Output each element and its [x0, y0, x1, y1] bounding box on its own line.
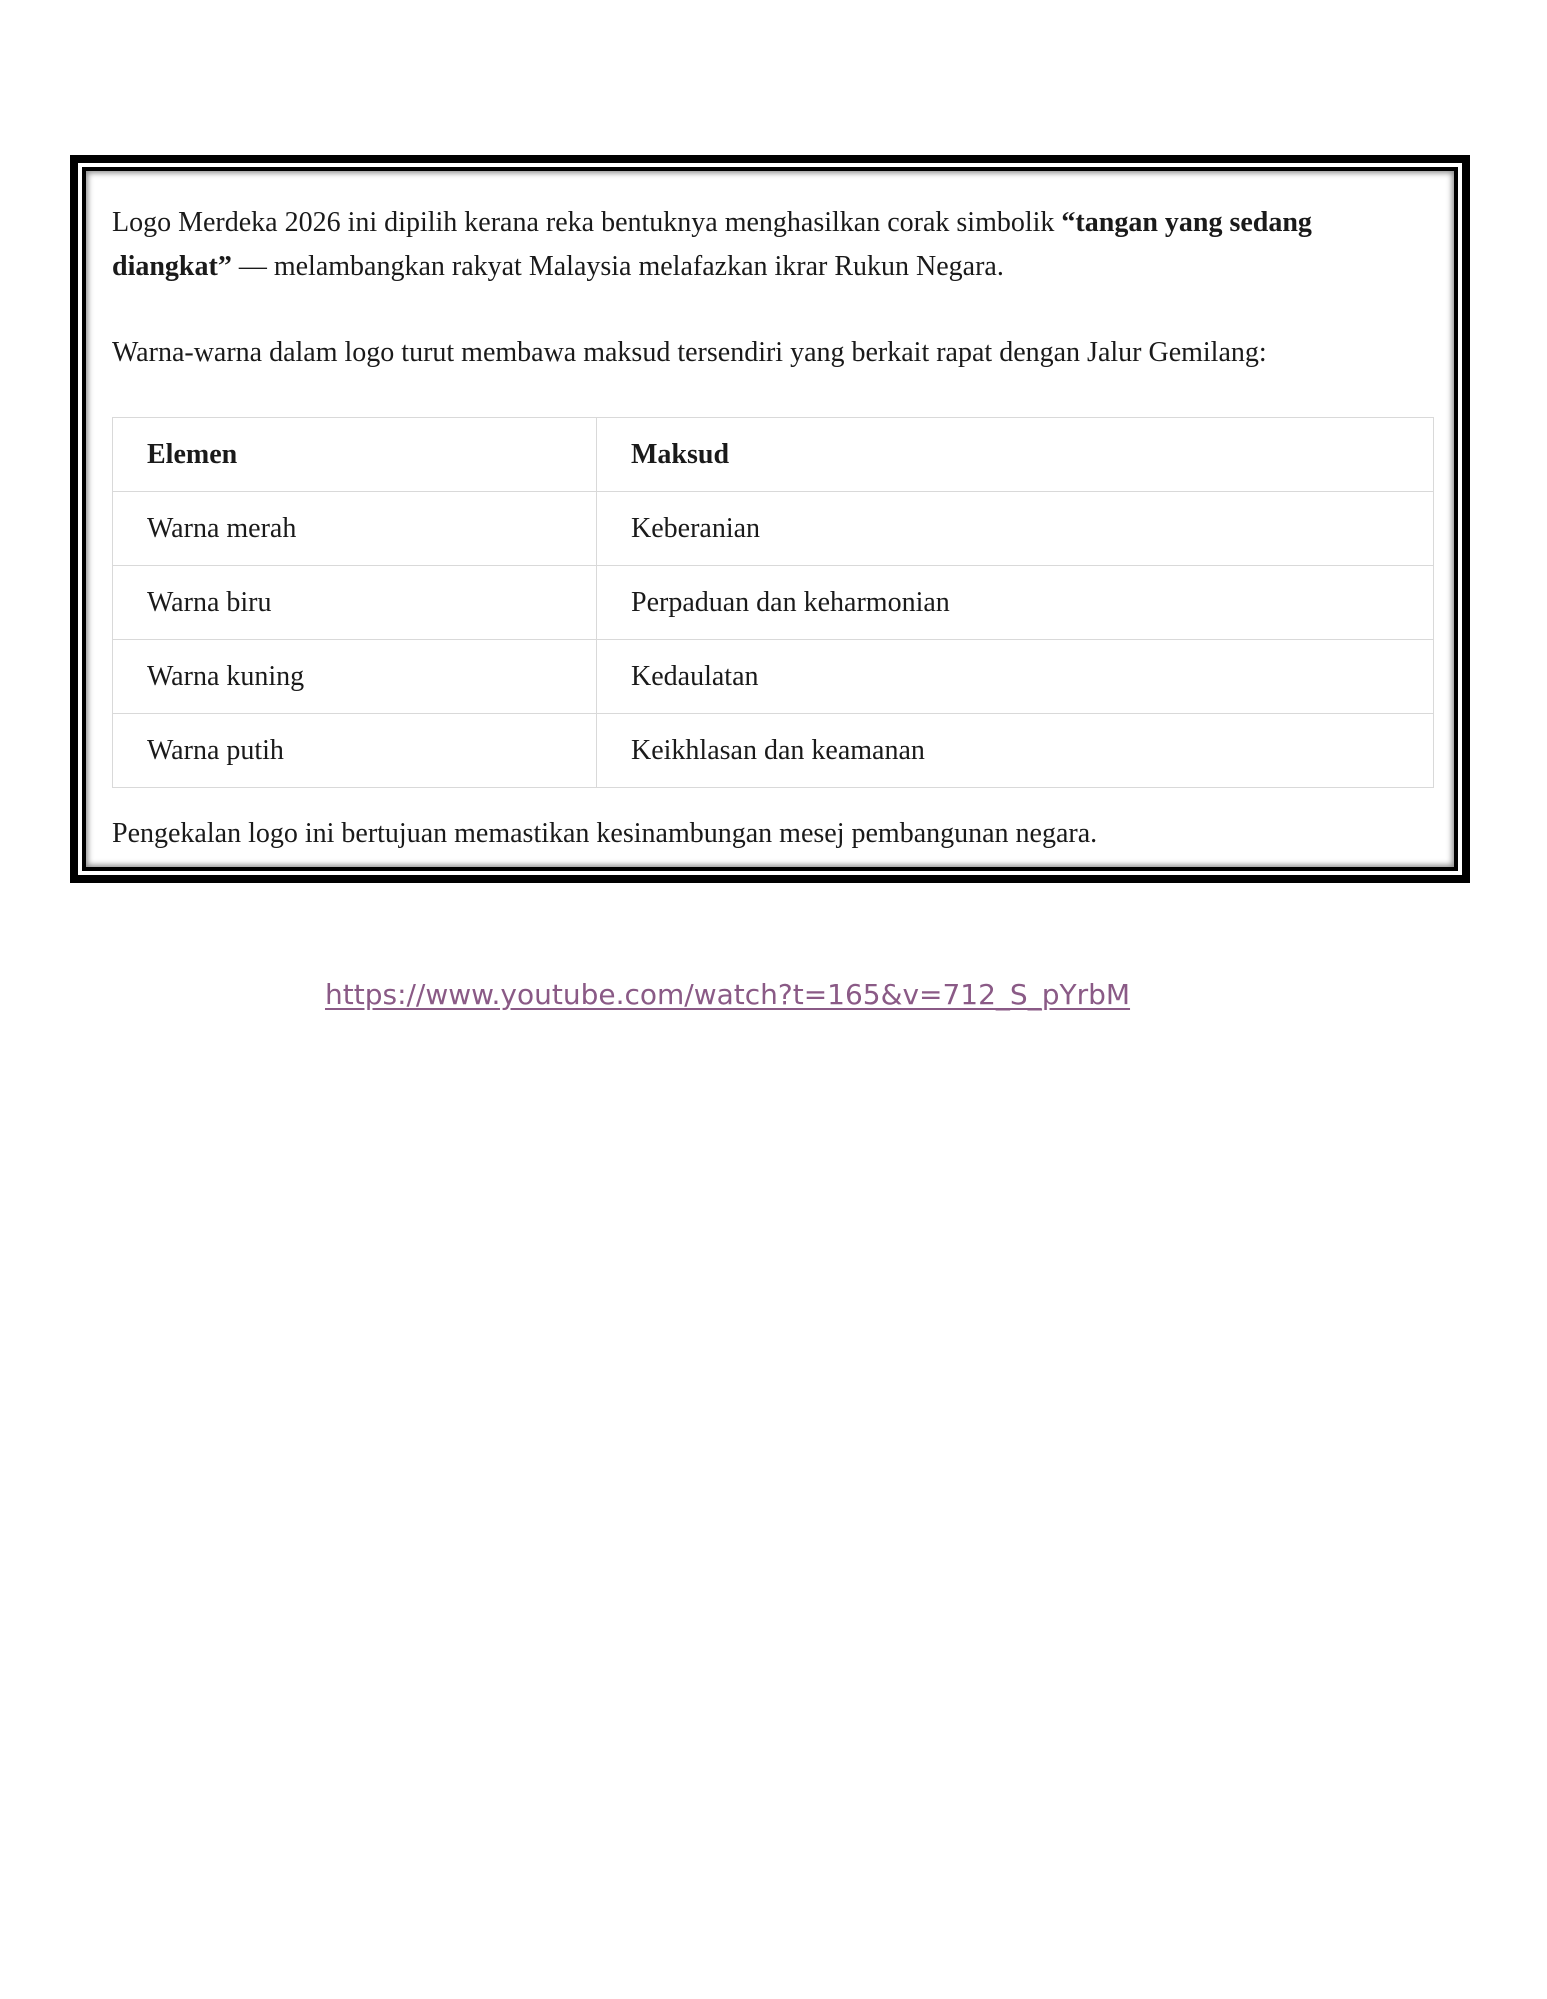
row-maksud-cell: Kedaulatan	[597, 640, 1434, 714]
row-maksud-cell: Keberanian	[597, 492, 1434, 566]
table-header-row	[113, 418, 1434, 492]
closing-paragraph: Pengekalan logo ini bertujuan memastikan kesinambungan mesej pembangunan negara.	[112, 818, 1098, 849]
table-row	[113, 714, 1434, 788]
screenshot-frame	[70, 155, 1470, 883]
table-row	[113, 566, 1434, 640]
intro-text-start: Logo Merdeka 2026 ini dipilih kerana reka bentuknya menghasilkan corak simbolik	[112, 207, 1062, 238]
row-maksud-cell: Perpaduan dan keharmonian	[597, 566, 1434, 640]
frame-white-band	[78, 163, 1462, 875]
embedded-article-screenshot	[86, 171, 1454, 867]
row-elemen-cell: Warna biru	[113, 566, 597, 640]
frame-inner-border	[82, 167, 1458, 871]
youtube-link[interactable]: https://www.youtube.com/watch?t=165&v=712_S_pYrbM	[325, 978, 1131, 1011]
row-elemen-cell: Warna kuning	[113, 640, 597, 714]
intro-bold-phrase: “tangan yang sedang diangkat”	[112, 207, 1312, 282]
color-meaning-table	[112, 417, 1434, 788]
header-maksud: Maksud	[597, 418, 1434, 492]
table-row	[113, 492, 1434, 566]
row-elemen-cell: Warna merah	[113, 492, 597, 566]
header-elemen: Elemen	[113, 418, 597, 492]
row-maksud-cell: Keikhlasan dan keamanan	[597, 714, 1434, 788]
intro-text-end: — melambangkan rakyat Malaysia melafazkan ikrar Rukun Negara.	[231, 251, 1004, 282]
colors-intro-paragraph: Warna-warna dalam logo turut membawa maksud tersendiri yang berkait rapat dengan Jalur Gemilang:	[112, 337, 1267, 368]
intro-paragraph	[112, 201, 1428, 289]
table-row	[113, 640, 1434, 714]
row-elemen-cell: Warna putih	[113, 714, 597, 788]
